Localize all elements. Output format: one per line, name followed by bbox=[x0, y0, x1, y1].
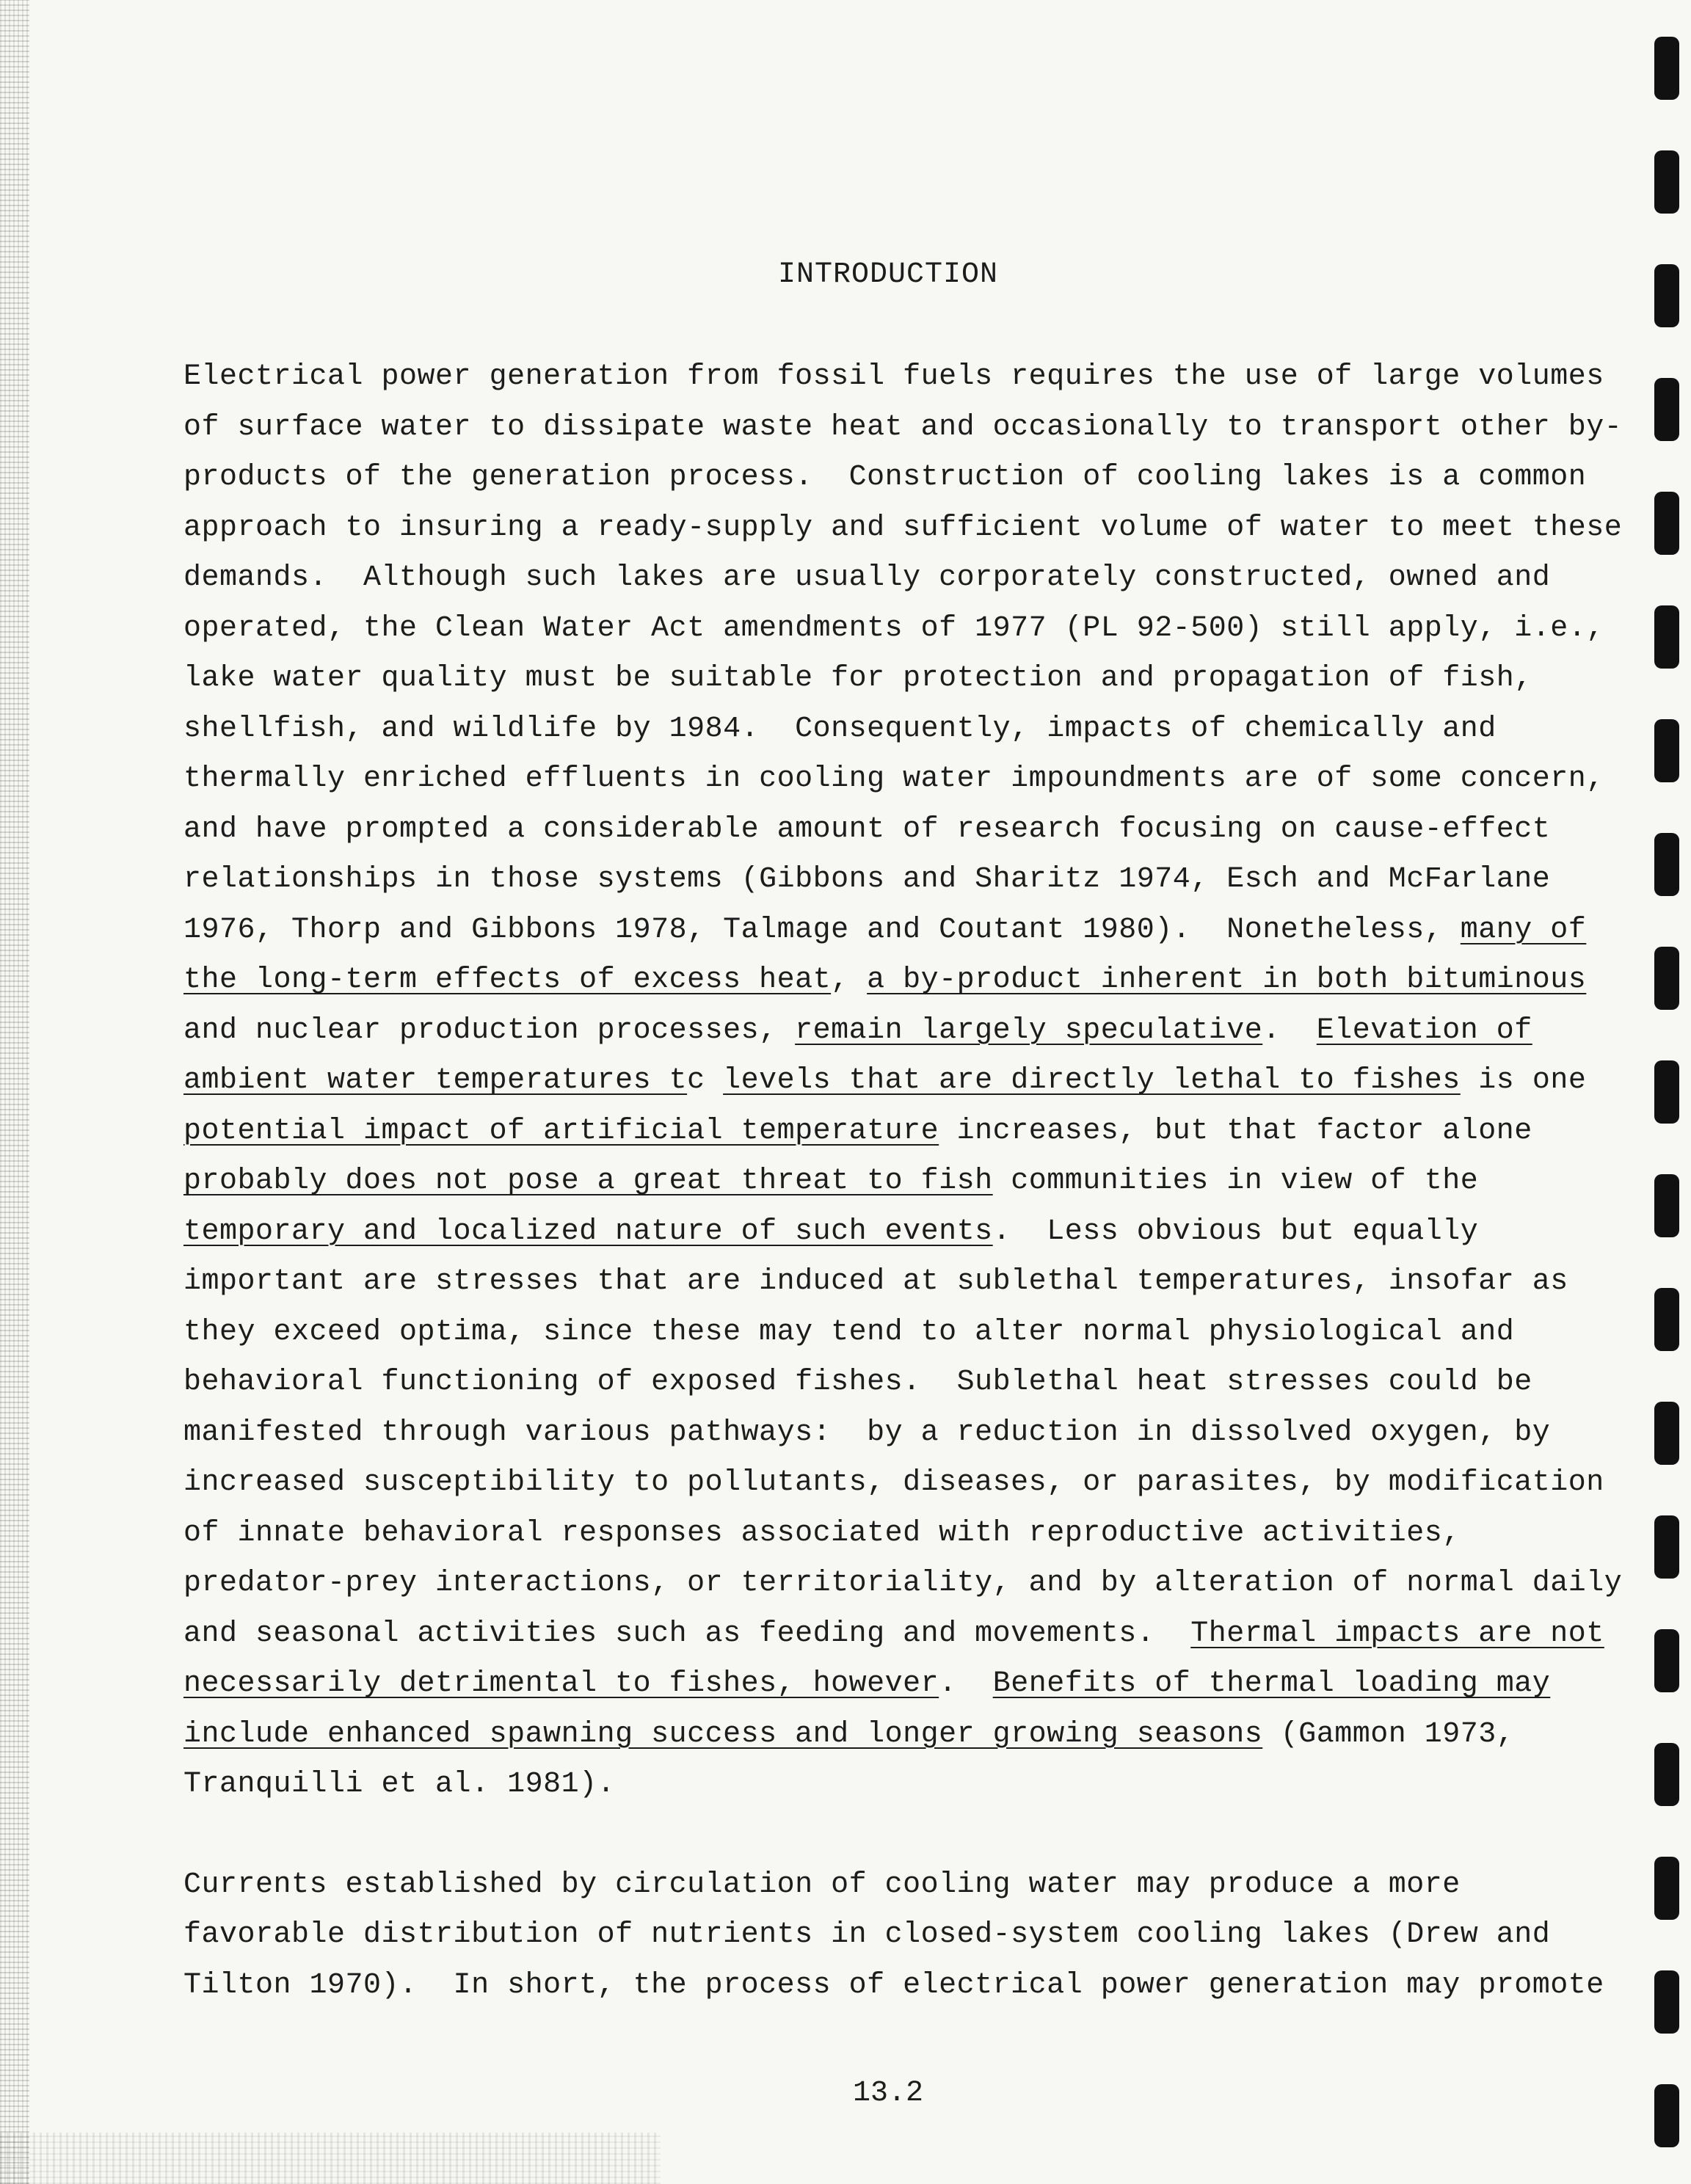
text-segment: and seasonal activities such as feeding and movements. bbox=[183, 1617, 1191, 1650]
text-line bbox=[183, 754, 1604, 805]
text-segment: demands. Although such lakes are usually corporately constructed, owned and bbox=[183, 561, 1551, 594]
underlined-text: probably does not pose a great threat to fish bbox=[183, 1165, 993, 1198]
punch-hole bbox=[1654, 1402, 1679, 1465]
underlined-text: many of bbox=[1460, 913, 1587, 947]
text-segment: . bbox=[1262, 1013, 1317, 1047]
body-text bbox=[183, 352, 1623, 2011]
underlined-text: Elevation of bbox=[1316, 1013, 1532, 1047]
text-line bbox=[183, 403, 1623, 454]
text-line bbox=[183, 705, 1563, 755]
text-line bbox=[183, 453, 1587, 503]
punch-hole bbox=[1654, 605, 1679, 669]
punch-hole bbox=[1654, 1515, 1679, 1579]
underlined-text: necessarily detrimental to fishes, however bbox=[183, 1667, 939, 1700]
text-line bbox=[183, 604, 1604, 655]
text-segment: predator-prey interactions, or territoriality, and by alteration of normal daily bbox=[183, 1567, 1623, 1600]
underlined-text: remain largely speculative bbox=[795, 1013, 1263, 1047]
text-line bbox=[183, 1458, 1604, 1509]
punch-hole bbox=[1654, 833, 1679, 896]
text-segment: increases, but that factor alone bbox=[939, 1114, 1532, 1148]
text-line bbox=[183, 1358, 1563, 1408]
text-segment: manifested through various pathways: by a reduction in dissolved oxygen, by bbox=[183, 1416, 1551, 1449]
text-segment: communities in view of the bbox=[992, 1165, 1479, 1198]
underlined-text: Thermal impacts are not bbox=[1190, 1617, 1604, 1650]
text-segment: and have prompted a considerable amount of research focusing on cause-effect bbox=[183, 812, 1551, 846]
punch-hole bbox=[1654, 1743, 1679, 1806]
punch-hole bbox=[1654, 1970, 1679, 2034]
underlined-text: the long-term effects of excess heat bbox=[183, 964, 832, 997]
underlined-text: levels that are directly lethal to fishes bbox=[723, 1064, 1461, 1097]
text-segment: (Gammon 1973, bbox=[1262, 1717, 1515, 1751]
text-line bbox=[183, 553, 1563, 604]
text-segment: , bbox=[831, 964, 868, 997]
text-segment: Tranquilli et al. 1981). bbox=[183, 1768, 616, 1801]
text-line bbox=[183, 956, 1587, 1006]
punch-hole bbox=[1654, 150, 1679, 214]
text-line bbox=[183, 654, 1563, 705]
text-segment: is one bbox=[1460, 1064, 1587, 1097]
text-segment: Electrical power generation from fossil fuels requires the use of large volumes bbox=[183, 360, 1604, 393]
text-line bbox=[183, 805, 1563, 856]
text-line bbox=[183, 352, 1604, 403]
text-line bbox=[183, 503, 1623, 554]
text-line bbox=[183, 1559, 1623, 1609]
text-line bbox=[183, 855, 1563, 906]
text-segment: 1976, Thorp and Gibbons 1978, Talmage and Coutant 1980). Nonetheless, bbox=[183, 913, 1461, 947]
punch-hole bbox=[1654, 1857, 1679, 1920]
punch-hole bbox=[1654, 719, 1679, 782]
text-segment: of innate behavioral responses associated with reproductive activities, bbox=[183, 1516, 1461, 1550]
text-segment: of surface water to dissipate waste heat and occasionally to transport other by- bbox=[183, 410, 1623, 444]
text-segment: products of the generation process. Construction of cooling lakes is a common bbox=[183, 461, 1587, 494]
scan-edge-noise bbox=[0, 0, 29, 2184]
text-line bbox=[183, 1157, 1563, 1207]
text-line bbox=[183, 1207, 1563, 1258]
text-segment: c bbox=[687, 1064, 724, 1097]
text-line bbox=[183, 1710, 1563, 1761]
punch-hole bbox=[1654, 1629, 1679, 1692]
punch-hole bbox=[1654, 37, 1679, 100]
text-segment: relationships in those systems (Gibbons and Sharitz 1974, Esch and McFarlane bbox=[183, 863, 1551, 896]
text-segment: thermally enriched effluents in cooling water impoundments are of some concern, bbox=[183, 762, 1604, 796]
text-line bbox=[183, 1006, 1563, 1057]
underlined-text: ambient water temperatures t bbox=[183, 1064, 688, 1097]
text-line bbox=[183, 1760, 1563, 1810]
underlined-text: potential impact of artificial temperature bbox=[183, 1114, 939, 1148]
text-segment: Currents established by circulation of cooling water may produce a more bbox=[183, 1868, 1461, 1901]
text-segment: they exceed optima, since these may tend to alter normal physiological and bbox=[183, 1315, 1515, 1349]
punch-hole bbox=[1654, 492, 1679, 555]
text-line bbox=[183, 1257, 1568, 1308]
text-line bbox=[183, 1056, 1587, 1107]
text-line bbox=[183, 1609, 1604, 1660]
text-line bbox=[183, 1308, 1563, 1358]
text-segment: increased susceptibility to pollutants, diseases, or parasites, by modification bbox=[183, 1466, 1604, 1499]
punch-hole bbox=[1654, 378, 1679, 441]
punch-hole bbox=[1654, 1174, 1679, 1237]
binding-punch-holes bbox=[1654, 0, 1682, 2184]
text-line bbox=[183, 1860, 1563, 1911]
text-segment: . bbox=[939, 1667, 993, 1700]
underlined-text: include enhanced spawning success and longer growing seasons bbox=[183, 1717, 1263, 1751]
text-segment: important are stresses that are induced at sublethal temperatures, insofar as bbox=[183, 1265, 1568, 1298]
paragraph-2 bbox=[183, 1860, 1604, 2012]
text-line bbox=[183, 1408, 1563, 1459]
text-segment: approach to insuring a ready-supply and sufficient volume of water to meet these bbox=[183, 511, 1623, 545]
text-segment: favorable distribution of nutrients in closed-system cooling lakes (Drew and bbox=[183, 1918, 1551, 1951]
punch-hole bbox=[1654, 1288, 1679, 1351]
text-segment: lake water quality must be suitable for protection and propagation of fish, bbox=[183, 662, 1532, 695]
underlined-text: Benefits of thermal loading may bbox=[992, 1667, 1551, 1700]
scan-bottom-noise bbox=[0, 2133, 661, 2184]
punch-hole bbox=[1654, 1060, 1679, 1124]
text-segment: operated, the Clean Water Act amendments of 1977 (PL 92-500) still apply, i.e., bbox=[183, 611, 1604, 645]
text-segment: Tilton 1970). In short, the process of electrical power generation may promote bbox=[183, 1968, 1604, 2002]
text-line bbox=[183, 1910, 1563, 1961]
text-line bbox=[183, 1659, 1563, 1710]
text-segment: and nuclear production processes, bbox=[183, 1013, 796, 1047]
text-segment: behavioral functioning of exposed fishes. Sublethal heat stresses could be bbox=[183, 1366, 1532, 1399]
text-segment: . Less obvious but equally bbox=[992, 1215, 1479, 1248]
text-line bbox=[183, 1961, 1604, 2012]
paragraph-1 bbox=[183, 352, 1623, 1810]
underlined-text: temporary and localized nature of such events bbox=[183, 1215, 993, 1248]
page-title: INTRODUCTION bbox=[777, 258, 999, 291]
text-line bbox=[183, 906, 1587, 956]
punch-hole bbox=[1654, 947, 1679, 1010]
page-number: 13.2 bbox=[852, 2077, 923, 2110]
text-line bbox=[183, 1509, 1563, 1559]
underlined-text: a by-product inherent in both bituminous bbox=[867, 964, 1587, 997]
text-segment: shellfish, and wildlife by 1984. Consequently, impacts of chemically and bbox=[183, 712, 1497, 746]
paragraph-gap bbox=[183, 1810, 1563, 1860]
text-line bbox=[183, 1107, 1563, 1157]
